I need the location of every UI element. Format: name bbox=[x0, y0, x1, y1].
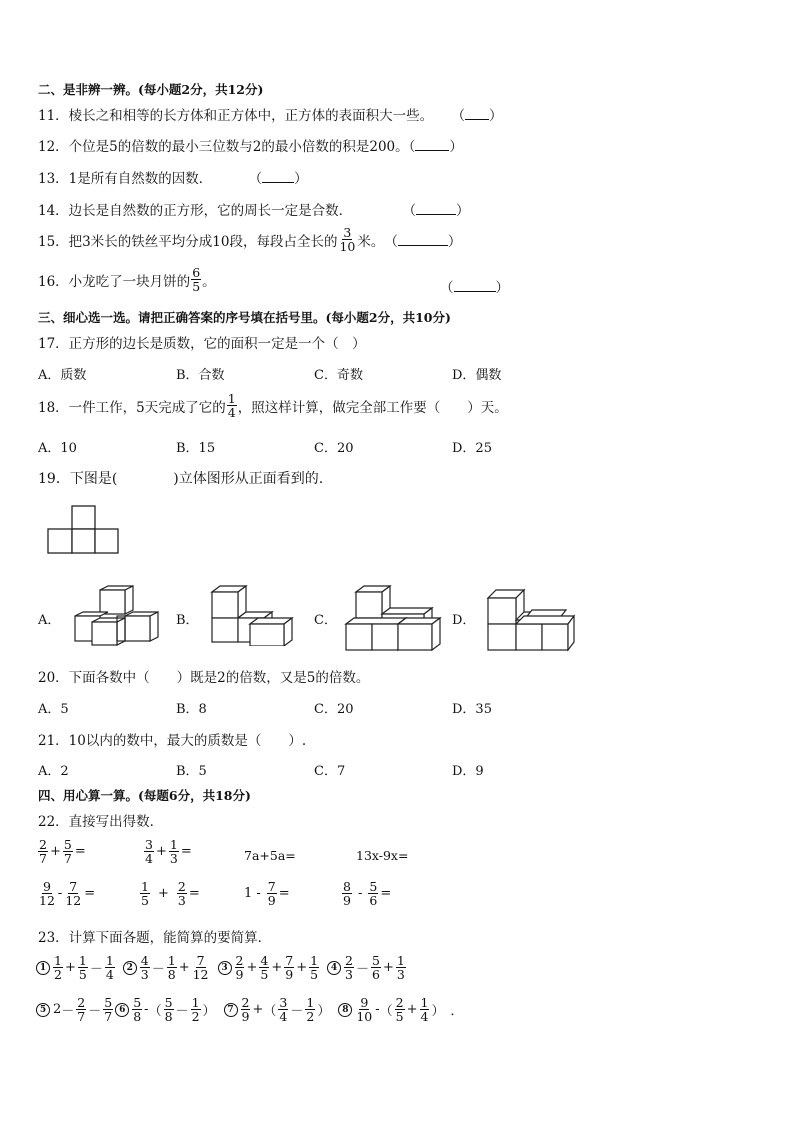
paren-left: （ bbox=[148, 1004, 162, 1020]
operator: - bbox=[357, 886, 363, 902]
answer-blank[interactable] bbox=[416, 202, 456, 215]
period: ． bbox=[450, 1004, 464, 1020]
calc-6 bbox=[138, 880, 200, 907]
numerator: 3 bbox=[145, 837, 153, 852]
denominator: 10 bbox=[339, 239, 356, 255]
denominator: 7 bbox=[77, 1009, 86, 1025]
denominator: 2 bbox=[191, 1009, 200, 1025]
numerator: 2 bbox=[345, 953, 353, 968]
fraction bbox=[344, 954, 354, 981]
numerator: 3 bbox=[343, 225, 352, 240]
denominator: 7 bbox=[39, 851, 47, 867]
fraction bbox=[284, 954, 294, 981]
paren-right: ） bbox=[431, 1004, 445, 1020]
question-15-answer[interactable] bbox=[384, 230, 461, 250]
q17-option-d[interactable]: D．偶数 bbox=[452, 368, 502, 383]
numerator: 7 bbox=[196, 953, 205, 968]
q19-option-a[interactable]: A． bbox=[38, 613, 61, 628]
operator: + bbox=[382, 960, 394, 976]
simplify-row-2 bbox=[36, 996, 464, 1023]
operator: － bbox=[290, 1004, 304, 1020]
q19-option-c[interactable]: C． bbox=[314, 613, 337, 628]
denominator: 3 bbox=[396, 967, 405, 983]
calc-4: 13x-9x= bbox=[356, 848, 409, 863]
denominator: 3 bbox=[345, 967, 353, 983]
denominator: 7 bbox=[104, 1009, 113, 1025]
fraction bbox=[395, 996, 405, 1023]
numerator: 1 bbox=[54, 953, 62, 968]
question-14-answer[interactable] bbox=[402, 203, 469, 219]
paren-right: ） bbox=[202, 1004, 216, 1020]
denominator: 7 bbox=[63, 851, 72, 867]
q21-option-d[interactable]: D．9 bbox=[452, 764, 484, 779]
operator: + bbox=[246, 960, 258, 976]
denominator: 6 bbox=[372, 967, 380, 983]
operator: － bbox=[61, 1004, 75, 1020]
operator: + bbox=[155, 844, 167, 860]
numerator: 5 bbox=[164, 995, 173, 1010]
q21-option-c[interactable]: C．7 bbox=[314, 764, 346, 779]
simplify-row-1 bbox=[36, 954, 408, 981]
denominator: 4 bbox=[105, 967, 114, 983]
front-view-figure bbox=[46, 504, 122, 556]
fraction bbox=[227, 392, 237, 419]
numerator: 5 bbox=[372, 953, 380, 968]
circled-number-7: 7 bbox=[224, 1003, 238, 1017]
numerator: 1 bbox=[169, 837, 178, 852]
fraction bbox=[177, 880, 187, 907]
operator: + bbox=[406, 1002, 418, 1018]
fraction bbox=[105, 954, 115, 981]
operator: － bbox=[151, 962, 165, 978]
q20-option-a[interactable]: A．5 bbox=[38, 702, 69, 717]
paren-right: ） bbox=[449, 139, 463, 155]
equals: = bbox=[380, 886, 392, 902]
fraction bbox=[63, 838, 73, 865]
answer-blank[interactable] bbox=[262, 170, 294, 183]
denominator: 2 bbox=[54, 967, 62, 983]
numerator: 1 bbox=[310, 953, 319, 968]
denominator: 12 bbox=[192, 967, 209, 983]
numerator: 3 bbox=[279, 995, 288, 1010]
circled-number-4: 4 bbox=[327, 961, 341, 975]
fraction bbox=[278, 996, 288, 1023]
fraction bbox=[64, 880, 82, 907]
numerator: 2 bbox=[177, 879, 186, 894]
equals: = bbox=[188, 886, 200, 902]
question-16-text-end: 。 bbox=[202, 273, 216, 290]
denominator: 5 bbox=[260, 967, 269, 983]
fraction bbox=[78, 954, 88, 981]
denominator: 5 bbox=[192, 279, 201, 295]
fraction bbox=[342, 880, 352, 907]
question-18 bbox=[38, 392, 508, 419]
q17-option-c[interactable]: C．奇数 bbox=[314, 368, 363, 383]
denominator: 5 bbox=[395, 1009, 404, 1025]
denominator: 12 bbox=[65, 893, 82, 909]
question-13-text: 13．1是所有自然数的因数． bbox=[38, 171, 213, 187]
numerator: 1 bbox=[167, 953, 176, 968]
denominator: 4 bbox=[279, 1009, 288, 1025]
denominator: 9 bbox=[343, 893, 351, 909]
numerator: 2 bbox=[39, 837, 47, 852]
operator: － bbox=[89, 962, 103, 978]
numerator: 9 bbox=[42, 879, 51, 894]
fraction bbox=[38, 880, 56, 907]
numerator: 8 bbox=[343, 879, 351, 894]
fraction bbox=[191, 996, 201, 1023]
operator: + bbox=[64, 960, 76, 976]
question-12 bbox=[38, 135, 463, 155]
operator: - bbox=[375, 1002, 380, 1018]
circled-number-2: 2 bbox=[123, 961, 137, 975]
question-11 bbox=[38, 104, 502, 124]
fraction bbox=[396, 954, 406, 981]
fraction bbox=[169, 838, 179, 865]
section-3-heading: 三、细心选一选。请把正确答案的序号填在括号里。(每小题2分，共10分) bbox=[38, 310, 451, 325]
whole-part: 1 - bbox=[244, 886, 261, 902]
cube-figure-c[interactable] bbox=[342, 584, 444, 652]
operator: － bbox=[175, 1004, 189, 1020]
question-13-answer[interactable] bbox=[249, 171, 308, 187]
numerator: 5 bbox=[63, 837, 72, 852]
equals: = bbox=[278, 886, 290, 902]
q20-option-d[interactable]: D．35 bbox=[452, 702, 492, 717]
numerator: 2 bbox=[241, 995, 250, 1010]
denominator: 8 bbox=[167, 967, 176, 983]
numerator: 1 bbox=[78, 953, 87, 968]
fraction bbox=[38, 838, 48, 865]
paren-left: （ bbox=[451, 108, 465, 124]
question-18-text: 18．一件工作，5天完成了它的 bbox=[38, 399, 226, 416]
denominator: 8 bbox=[133, 1009, 142, 1025]
fraction bbox=[53, 954, 63, 981]
question-16-answer[interactable] bbox=[440, 276, 509, 296]
cube-figure-a[interactable] bbox=[70, 584, 162, 646]
denominator: 3 bbox=[140, 967, 149, 983]
fraction bbox=[103, 996, 113, 1023]
question-16-text: 16．小龙吃了一块月饼的 bbox=[38, 273, 191, 290]
denominator: 9 bbox=[267, 893, 276, 909]
fraction bbox=[167, 954, 177, 981]
operator: - bbox=[57, 886, 63, 902]
numerator: 1 bbox=[420, 995, 429, 1010]
fraction bbox=[192, 954, 210, 981]
question-12-answer[interactable] bbox=[409, 139, 463, 155]
denominator: 5 bbox=[310, 967, 319, 983]
numerator: 1 bbox=[105, 953, 114, 968]
section-2-heading: 二、是非辨一辨。(每小题2分，共12分) bbox=[38, 82, 264, 97]
paren-right: ） bbox=[488, 108, 503, 124]
numerator: 1 bbox=[227, 391, 236, 406]
operator: － bbox=[88, 1004, 102, 1020]
circled-number-8: 8 bbox=[338, 1003, 352, 1017]
question-17: 17．正方形的边长是质数，它的面积一定是一个（ ） bbox=[38, 336, 366, 352]
fraction bbox=[371, 954, 381, 981]
fraction bbox=[140, 954, 150, 981]
question-14 bbox=[38, 199, 469, 219]
answer-blank[interactable] bbox=[398, 233, 448, 246]
denominator: 2 bbox=[306, 1009, 315, 1025]
numerator: 1 bbox=[306, 995, 315, 1010]
paren-right: ） bbox=[317, 1004, 331, 1020]
q21-option-b[interactable]: B．5 bbox=[176, 764, 207, 779]
fraction bbox=[132, 996, 142, 1023]
fraction bbox=[191, 266, 201, 293]
numerator: 7 bbox=[285, 953, 294, 968]
q17-option-a[interactable]: A．质数 bbox=[38, 368, 87, 383]
fraction bbox=[241, 996, 251, 1023]
numerator: 4 bbox=[140, 953, 149, 968]
q18-option-d[interactable]: D．25 bbox=[452, 441, 492, 456]
q19-option-d[interactable]: D． bbox=[452, 613, 476, 628]
q18-option-a[interactable]: A．10 bbox=[38, 441, 77, 456]
denominator: 5 bbox=[141, 893, 149, 909]
denominator: 3 bbox=[177, 893, 186, 909]
fraction bbox=[305, 996, 315, 1023]
question-22: 22．直接写出得数． bbox=[38, 814, 164, 830]
section-4-heading: 四、用心算一算。(每题6分，共18分) bbox=[38, 788, 251, 803]
paren-left: （ bbox=[384, 233, 398, 250]
question-19: 19．下图是( )立体图形从正面看到的. bbox=[38, 471, 324, 487]
equals: = bbox=[180, 844, 192, 860]
answer-blank[interactable] bbox=[454, 279, 496, 292]
question-15-text-end: 米。 bbox=[357, 233, 385, 250]
denominator: 4 bbox=[420, 1009, 429, 1025]
q18-option-c[interactable]: C．20 bbox=[314, 441, 354, 456]
answer-blank[interactable] bbox=[415, 138, 449, 151]
calc-8 bbox=[340, 880, 391, 907]
calc-2 bbox=[142, 838, 192, 865]
fraction bbox=[144, 838, 154, 865]
numerator: 9 bbox=[360, 995, 369, 1010]
calc-3: 7a+5a= bbox=[244, 848, 296, 863]
denominator: 9 bbox=[285, 967, 294, 983]
denominator: 10 bbox=[356, 1009, 373, 1025]
question-11-answer[interactable] bbox=[451, 108, 502, 124]
q20-option-c[interactable]: C．20 bbox=[314, 702, 354, 717]
question-11-text: 11．棱长之和相等的长方体和正方体中，正方体的表面积大一些。 bbox=[38, 108, 434, 124]
numerator: 2 bbox=[235, 953, 244, 968]
paren-right: ） bbox=[455, 203, 470, 219]
paren-left: （ bbox=[402, 203, 416, 219]
operator: + bbox=[157, 886, 169, 902]
numerator: 5 bbox=[369, 879, 378, 894]
fraction bbox=[368, 880, 378, 907]
numerator: 6 bbox=[192, 265, 201, 280]
question-20: 20．下面各数中（ ）既是2的倍数，又是5的倍数。 bbox=[38, 670, 370, 686]
paren-left: （ bbox=[263, 1004, 277, 1020]
q17-option-b[interactable]: B．合数 bbox=[176, 368, 225, 383]
fraction bbox=[420, 996, 430, 1023]
fraction bbox=[76, 996, 86, 1023]
denominator: 4 bbox=[227, 405, 236, 421]
calc-1 bbox=[36, 838, 86, 865]
cube-figure-b[interactable] bbox=[206, 584, 298, 646]
numerator: 7 bbox=[267, 879, 276, 894]
fraction bbox=[309, 954, 319, 981]
circled-number-6: 6 bbox=[115, 1003, 129, 1017]
numerator: 1 bbox=[141, 879, 149, 894]
denominator: 6 bbox=[369, 893, 378, 909]
paren-left: （ bbox=[440, 280, 454, 296]
question-21: 21．10以内的数中，最大的质数是（ ）. bbox=[38, 733, 307, 749]
denominator: 9 bbox=[241, 1009, 250, 1025]
operator: + bbox=[178, 960, 190, 976]
operator: + bbox=[271, 960, 283, 976]
numerator: 5 bbox=[133, 995, 142, 1010]
calc-5 bbox=[36, 880, 95, 907]
equals: = bbox=[84, 886, 96, 902]
q21-option-a[interactable]: A．2 bbox=[38, 764, 69, 779]
q20-option-b[interactable]: B．8 bbox=[176, 702, 207, 717]
fraction bbox=[355, 996, 373, 1023]
denominator: 9 bbox=[235, 967, 244, 983]
operator: + bbox=[49, 844, 61, 860]
numerator: 7 bbox=[69, 879, 78, 894]
numerator: 1 bbox=[191, 995, 200, 1010]
question-16 bbox=[38, 266, 216, 293]
operator: + bbox=[252, 1002, 264, 1018]
numerator: 4 bbox=[260, 953, 269, 968]
fraction bbox=[338, 226, 356, 253]
paren-right: ） bbox=[495, 280, 509, 296]
fraction bbox=[267, 880, 277, 907]
question-23: 23．计算下面各题，能简算的要简算． bbox=[38, 930, 272, 946]
denominator: 3 bbox=[169, 851, 178, 867]
question-15 bbox=[38, 226, 461, 253]
fraction bbox=[140, 880, 150, 907]
whole-number: 2 bbox=[53, 1002, 62, 1018]
question-13 bbox=[38, 167, 308, 187]
question-14-text: 14．边长是自然数的正方形，它的周长一定是合数． bbox=[38, 203, 353, 219]
question-12-text: 12．个位是5的倍数的最小三位数与2的最小倍数的积是200。 bbox=[38, 139, 409, 155]
numerator: 1 bbox=[396, 953, 405, 968]
circled-number-1: 1 bbox=[36, 961, 50, 975]
equals: = bbox=[74, 844, 86, 860]
denominator: 4 bbox=[145, 851, 153, 867]
paren-left: （ bbox=[379, 1004, 393, 1020]
operator: － bbox=[356, 962, 370, 978]
fraction bbox=[235, 954, 245, 981]
cube-figure-d[interactable] bbox=[484, 584, 576, 652]
circled-number-3: 3 bbox=[218, 961, 232, 975]
circled-number-5: 5 bbox=[36, 1003, 50, 1017]
paren-right: ） bbox=[294, 171, 308, 187]
question-15-text: 15．把3米长的铁丝平均分成10段，每段占全长的 bbox=[38, 233, 338, 250]
fraction bbox=[259, 954, 269, 981]
fraction bbox=[164, 996, 174, 1023]
answer-blank[interactable] bbox=[465, 107, 489, 120]
operator: - bbox=[144, 1002, 149, 1018]
q19-option-b[interactable]: B． bbox=[176, 613, 199, 628]
paren-right: ） bbox=[447, 233, 462, 250]
denominator: 12 bbox=[39, 893, 55, 909]
numerator: 2 bbox=[77, 995, 86, 1010]
calc-7 bbox=[244, 880, 290, 907]
paren-left: （ bbox=[408, 139, 416, 155]
operator: + bbox=[296, 960, 308, 976]
numerator: 2 bbox=[395, 995, 404, 1010]
denominator: 8 bbox=[164, 1009, 173, 1025]
q18-option-b[interactable]: B．15 bbox=[176, 441, 216, 456]
numerator: 5 bbox=[104, 995, 113, 1010]
paren-left: （ bbox=[248, 171, 263, 187]
question-18-text-end: ，照这样计算，做完全部工作要（ ）天。 bbox=[237, 399, 508, 416]
denominator: 5 bbox=[78, 967, 87, 983]
